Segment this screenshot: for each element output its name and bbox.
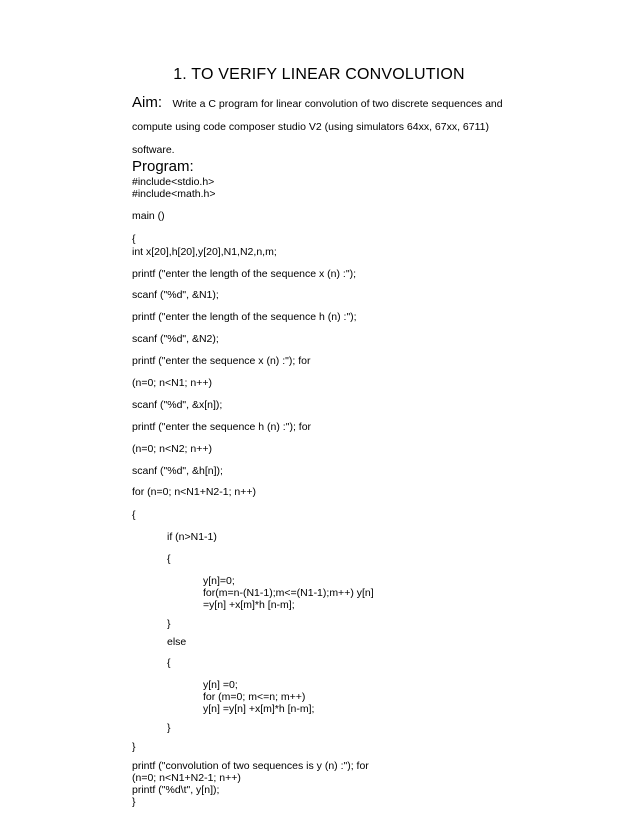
code-line: for(m=n-(N1-1);m<=(N1-1);m++) y[n] [203,587,374,599]
code-line: for (m=0; m<=n; m++) [203,691,306,703]
code-line: int x[20],h[20],y[20],N1,N2,n,m; [132,246,277,258]
code-line: printf ("enter the sequence x (n) :"); for [132,355,311,367]
aim-text-line1: Write a C program for linear convolution of two discrete sequences and [172,98,503,110]
code-line: =y[n] +x[m]*h [n-m]; [203,599,295,611]
code-line: (n=0; n<N2; n++) [132,443,212,455]
code-line: main () [132,210,165,222]
code-line: printf ("convolution of two sequences is y (n) :"); for [132,760,369,772]
code-line: #include<stdio.h> [132,176,215,188]
code-line: y[n] =0; [203,679,238,691]
aim-text-line3: software. [132,144,175,156]
code-line: scanf ("%d", &N1); [132,289,219,301]
code-line: printf ("enter the length of the sequence h (n) :"); [132,311,357,323]
code-line: printf ("enter the sequence h (n) :"); for [132,421,312,433]
code-line: } [132,796,136,808]
code-line: { [132,233,136,245]
code-line: scanf ("%d", &x[n]); [132,399,223,411]
code-line: (n=0; n<N1; n++) [132,377,212,389]
code-line: if (n>N1-1) [167,531,217,543]
code-line: } [132,741,136,753]
document-title: 1. TO VERIFY LINEAR CONVOLUTION [173,66,465,83]
code-line: y[n] =y[n] +x[m]*h [n-m]; [203,703,315,715]
aim-label: Aim: [132,94,162,111]
code-line: { [167,657,171,669]
program-label: Program: [132,158,194,175]
code-line: (n=0; n<N1+N2-1; n++) [132,772,241,784]
code-line: { [167,553,171,565]
code-line: scanf ("%d", &h[n]); [132,465,223,477]
code-line: for (n=0; n<N1+N2-1; n++) [132,486,257,498]
code-line: } [167,618,171,630]
code-line: y[n]=0; [203,575,235,587]
code-line: } [167,722,171,734]
code-line: { [132,509,136,521]
code-line: printf ("enter the length of the sequence x (n) :"); [132,268,356,280]
code-line: #include<math.h> [132,188,216,200]
aim-line [132,94,503,112]
code-line: else [167,636,187,648]
code-line: printf ("%d\t", y[n]); [132,784,220,796]
code-line: scanf ("%d", &N2); [132,333,219,345]
aim-text-line2: compute using code composer studio V2 (using simulators 64xx, 67xx, 6711) [132,121,489,133]
